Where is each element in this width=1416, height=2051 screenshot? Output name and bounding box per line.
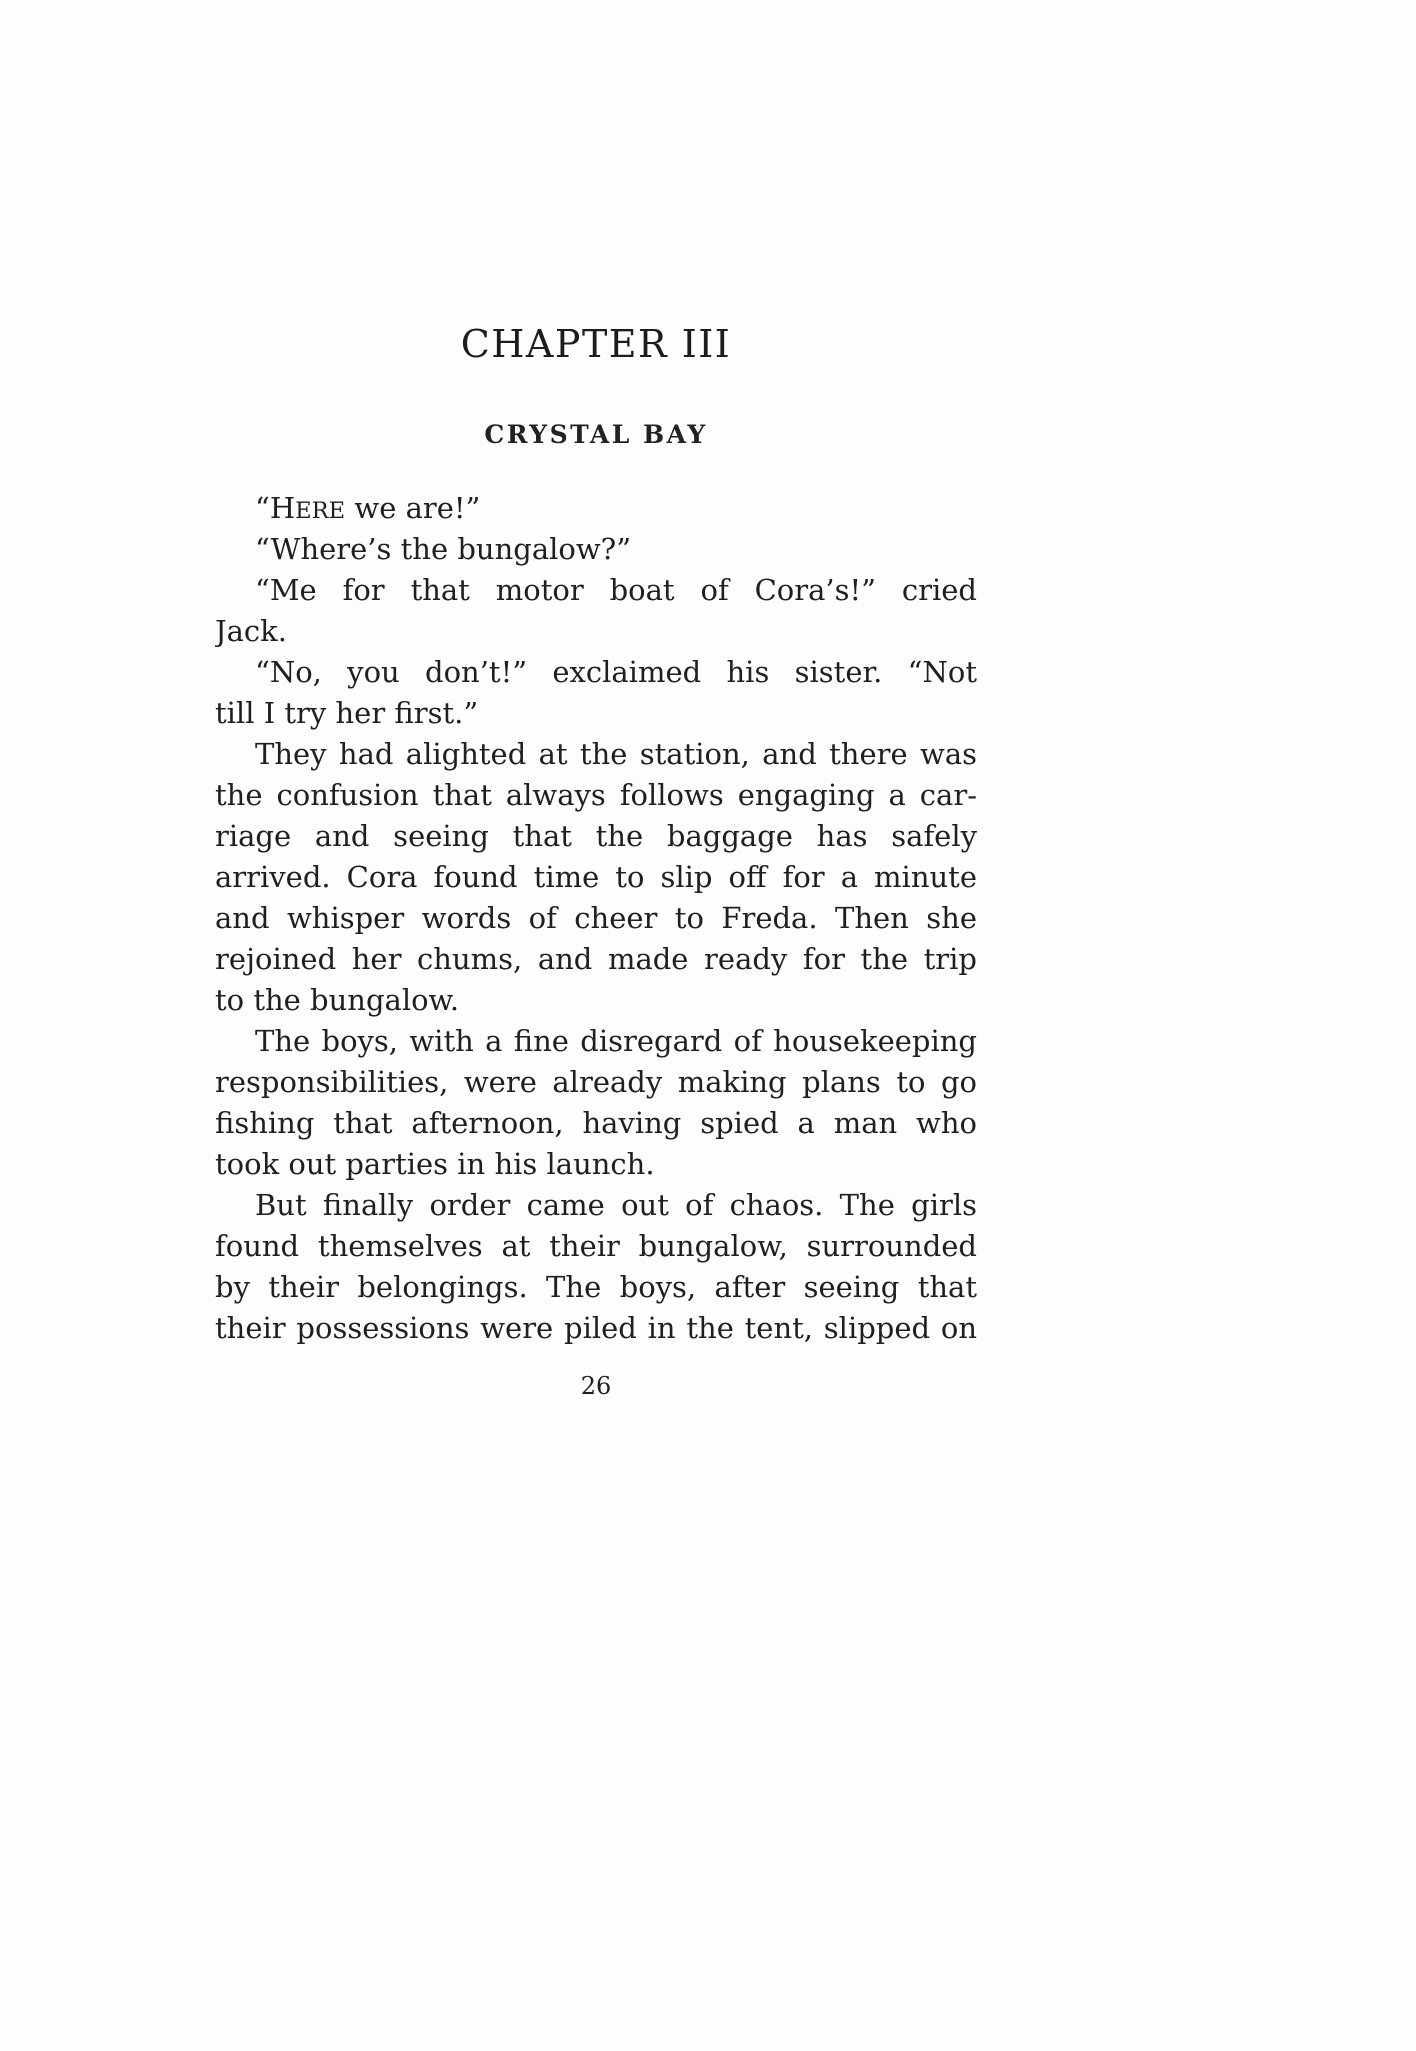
text-line: The boys, with a fine disregard of housekeeping [255,1024,977,1058]
text-line: riage and seeing that the baggage has safely [215,819,977,853]
text-line [215,488,977,529]
text-line: found themselves at their bungalow, surrounded [215,1229,977,1263]
text-line: by their belongings. The boys, after seeing that [215,1270,977,1304]
text-line: till I try her first.” [215,696,479,730]
page-number: 26 [580,1372,612,1400]
text-line: arrived. Cora found time to slip off for a minute [215,860,977,894]
text-segment: we are!” [345,491,481,525]
text-line: to the bungalow. [215,983,460,1017]
text-line: fishing that afternoon, having spied a man who [215,1106,977,1140]
section-title: CRYSTAL BAY [484,420,708,449]
text-line: “Where’s the bungalow?” [255,532,632,566]
text-line: But finally order came out of chaos. The girls [255,1188,977,1222]
body-text [215,488,977,1349]
text-line: Jack. [215,614,287,648]
smallcaps-text: ERE [295,498,346,524]
text-line: the confusion that always follows engaging a car- [215,778,977,812]
text-line: took out parties in his launch. [215,1147,655,1181]
text-segment: “H [255,491,296,525]
chapter-title: CHAPTER III [460,322,732,366]
text-line: their possessions were piled in the tent, slipped on [215,1311,977,1345]
text-line: They had alighted at the station, and there was [255,737,977,771]
text-line: rejoined her chums, and made ready for the trip [215,942,977,976]
text-line: “No, you don’t!” exclaimed his sister. “Not [255,655,977,689]
text-line: “Me for that motor boat of Cora’s!” cried [255,573,977,607]
text-line: responsibilities, were already making plans to go [215,1065,977,1099]
text-line: and whisper words of cheer to Freda. Then she [215,901,977,935]
